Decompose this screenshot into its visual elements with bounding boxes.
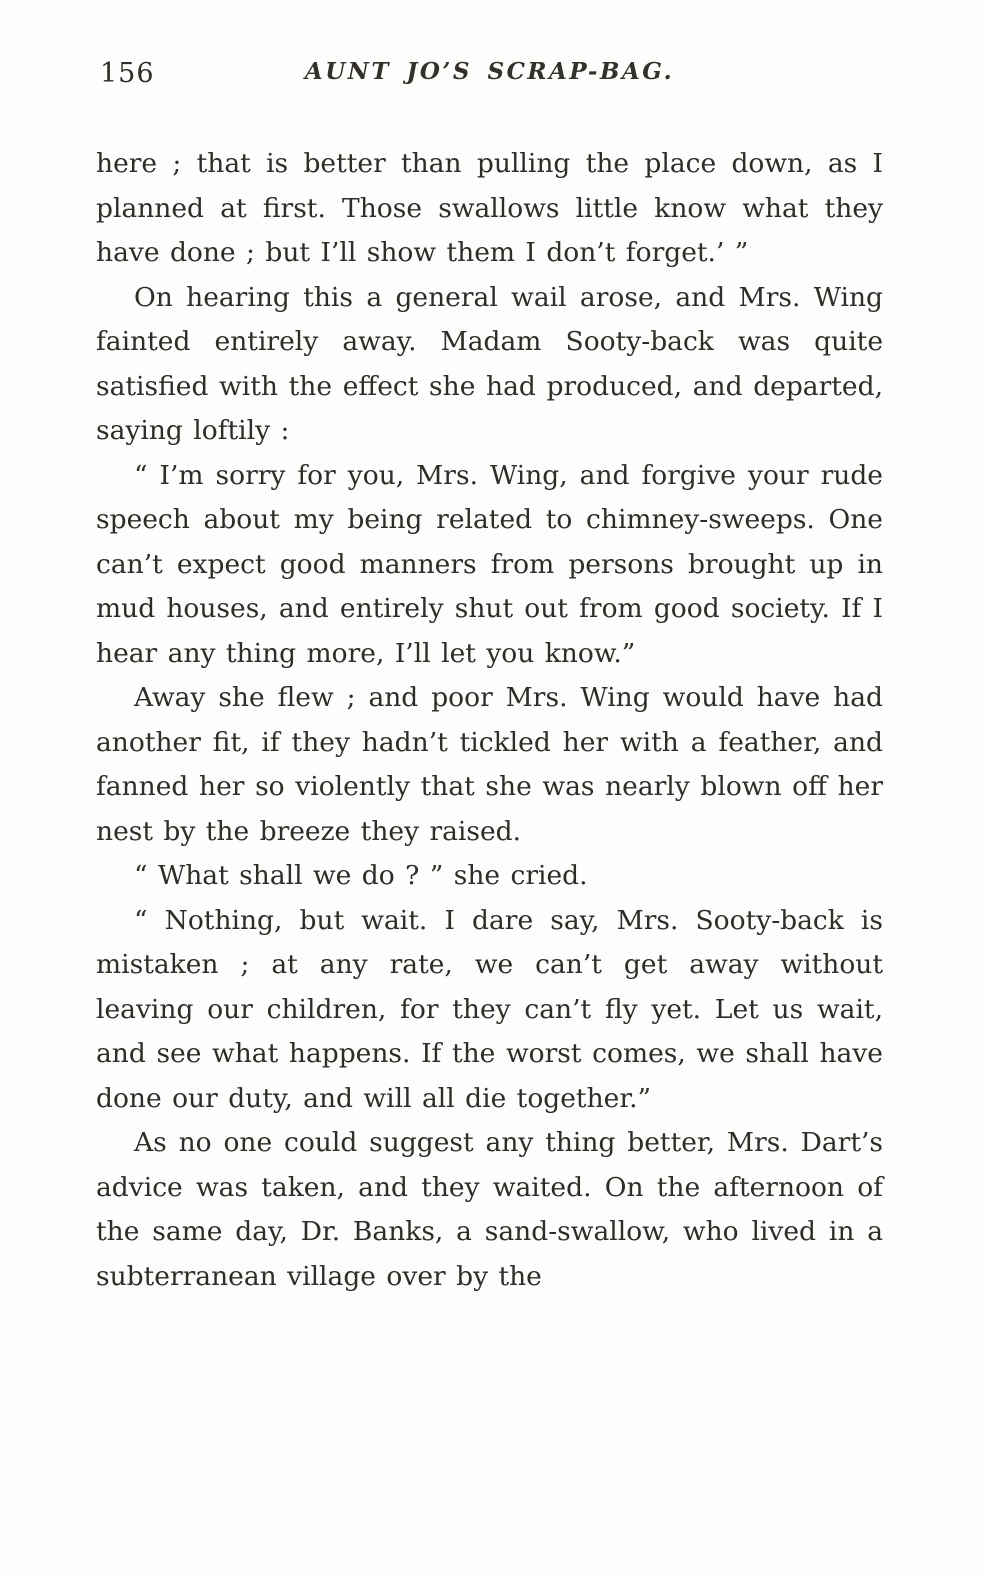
page-body: [96, 142, 883, 1299]
paragraph: “ Nothing, but wait. I dare say, Mrs. Sooty-back is mistaken ; at any rate, we can’t get away without leaving our children, for they can’t fly yet. Let us wait, and see what happens. If the worst comes, we shall have done our duty, and will all die together.”: [96, 904, 883, 1114]
running-title: AUNT JO’S SCRAP-BAG.: [304, 58, 675, 85]
paragraph: “ I’m sorry for you, Mrs. Wing, and forgive your rude speech about my being related to chimney-sweeps. One can’t expect good manners from persons brought up in mud houses, and entirely shut out from good society. If I hear any thing more, I’ll let you know.”: [96, 459, 883, 669]
paragraph: “ What shall we do ? ” she cried.: [134, 860, 588, 891]
paragraph: here ; that is better than pulling the place down, as I planned at first. Those swallows little know what they have done ; but I’ll show them I don’t forget.’ ”: [96, 148, 883, 268]
paragraph: As no one could suggest any thing better, Mrs. Dart’s advice was taken, and they waited. On the afternoon of the same day, Dr. Banks, a sand-swallow, who lived in a subterranean village over by the: [96, 1127, 883, 1292]
paragraph: Away she flew ; and poor Mrs. Wing would have had another fit, if they hadn’t tickled her with a feather, and fanned her so violently that she was nearly blown off her nest by the breeze they raised.: [96, 682, 883, 847]
page-header: [96, 56, 883, 98]
paragraph: On hearing this a general wail arose, and Mrs. Wing fainted entirely away. Madam Sooty-back was quite satisfied with the effect she had produced, and departed, saying loftily :: [96, 281, 883, 446]
page-number: 156: [100, 58, 155, 89]
